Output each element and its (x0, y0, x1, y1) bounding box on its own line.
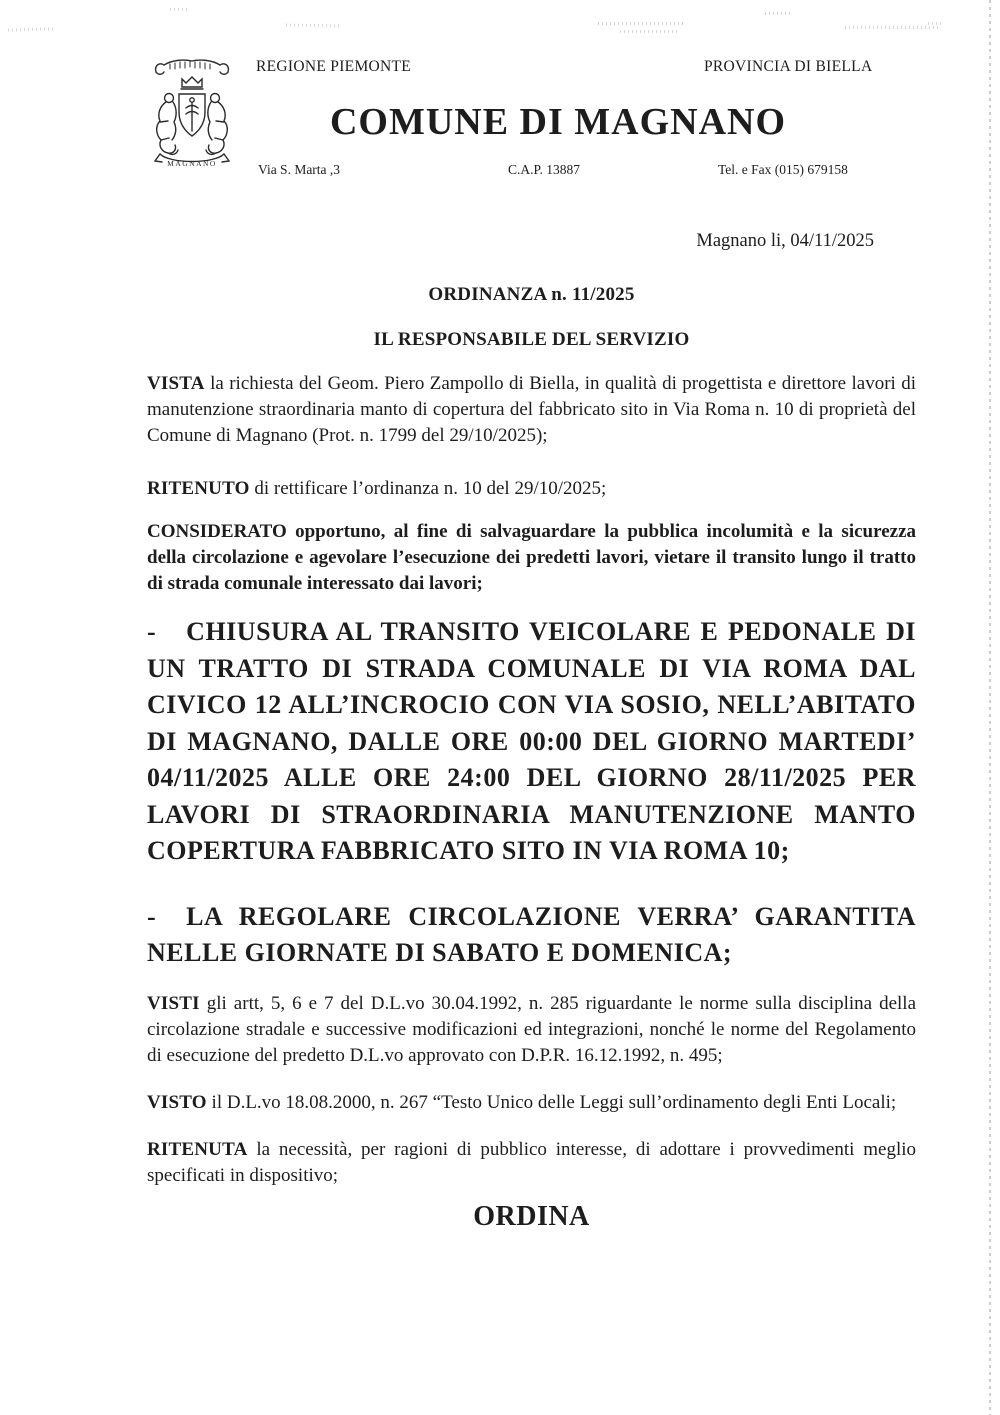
provision-weekend-circulation (147, 899, 916, 972)
provision-road-closure-text: CHIUSURA AL TRANSITO VEICOLARE E PEDONALE DI UN TRATTO DI STRADA COMUNALE DI VIA ROMA DAL CIVICO 12 ALL’INCROCIO CON VIA SOSIO, NELL’ABITATO DI MAGNANO, DALLE ORE 00:00 DEL GIORNO MARTEDI’ 04/11/2025 ALLE ORE 24:00 DEL GIORNO 28/11/2025 PER LAVORI DI STRAORDINARIA MANUTENZIONE MANTO COPERTURA FABBRICATO SITO IN VIA ROMA 10; (147, 617, 916, 865)
recital-visto-lead: VISTO (147, 1091, 207, 1113)
provision-road-closure (147, 614, 916, 870)
ordinance-body (147, 371, 916, 1233)
region-label: REGIONE PIEMONTE (256, 58, 412, 75)
recital-visto (147, 1090, 916, 1116)
recital-ritenuta-lead: RITENUTA (147, 1138, 248, 1160)
address-phone: Tel. e Fax (015) 679158 (718, 162, 848, 177)
issuer-heading: IL RESPONSABILE DEL SERVIZIO (373, 329, 690, 350)
scan-artifact (8, 27, 53, 32)
scan-artifact (170, 8, 190, 11)
recital-ritenuta-text: la necessità, per ragioni di pubblico interesse, di adottare i provvedimenti meglio specificati in dispositivo; (147, 1138, 916, 1186)
recital-visto-text: il D.L.vo 18.08.2000, n. 267 “Testo Unico delle Leggi sull’ordinamento degli Enti Locali; (211, 1091, 897, 1113)
crest-motto: MAGNANO (167, 159, 217, 168)
list-dash: - (147, 901, 157, 931)
recital-visti-lead: VISTI (147, 992, 200, 1014)
ordinance-number-heading: ORDINANZA n. 11/2025 (428, 284, 635, 305)
address-street: Via S. Marta ,3 (258, 162, 341, 177)
province-label: PROVINCIA DI BIELLA (704, 58, 873, 75)
recital-visti-text: gli artt, 5, 6 e 7 del D.L.vo 30.04.1992, n. 285 riguardante le norme sulla disciplina della circolazione stradale e successive modificazioni ed integrazioni, nonché le norme del Regolamento di esecuzione del predetto D.L.vo approvato con D.P.R. 16.12.1992, n. 495; (147, 992, 916, 1066)
scan-artifact (765, 12, 793, 15)
provision-weekend-circulation-text: LA REGOLARE CIRCOLAZIONE VERRA’ GARANTITA NELLE GIORNATE DI SABATO E DOMENICA; (147, 901, 916, 967)
ordina-heading: ORDINA (473, 1200, 590, 1232)
scan-artifact (620, 30, 680, 33)
recital-ritenuto-text: di rettificare l’ordinanza n. 10 del 29/10/2025; (254, 478, 607, 499)
recital-visti (147, 991, 916, 1069)
recital-vista (147, 371, 916, 449)
recital-ritenuta (147, 1137, 916, 1189)
commune-title: COMUNE DI MAGNANO (329, 101, 787, 143)
list-dash: - (147, 617, 157, 646)
scan-artifact (928, 22, 942, 25)
recital-vista-lead: VISTA (147, 373, 205, 394)
place-date-line: Magnano li, 04/11/2025 (696, 231, 874, 251)
scan-artifact (286, 24, 341, 28)
scan-edge-artifact (989, 0, 991, 1415)
recital-vista-text: la richiesta del Geom. Piero Zampollo di Biella, in qualità di progettista e direttore lavori di manutenzione straordinaria manto di copertura del fabbricato sito in Via Roma n. 10 di proprietà del Comune di Magnano (Prot. n. 1799 del 29/10/2025); (147, 373, 917, 446)
scan-artifact (598, 22, 683, 25)
scan-artifact (845, 26, 940, 29)
address-cap: C.A.P. 13887 (508, 162, 581, 177)
recital-ritenuto-lead: RITENUTO (147, 478, 250, 499)
recital-considerato: CONSIDERATO opportuno, al fine di salvaguardare la pubblica incolumità e la sicurezza della circolazione e agevolare l’esecuzione dei predetti lavori, vietare il transito lungo il tratto di strada comunale interessato dai lavori; (147, 521, 916, 594)
recital-ritenuto (147, 476, 916, 502)
